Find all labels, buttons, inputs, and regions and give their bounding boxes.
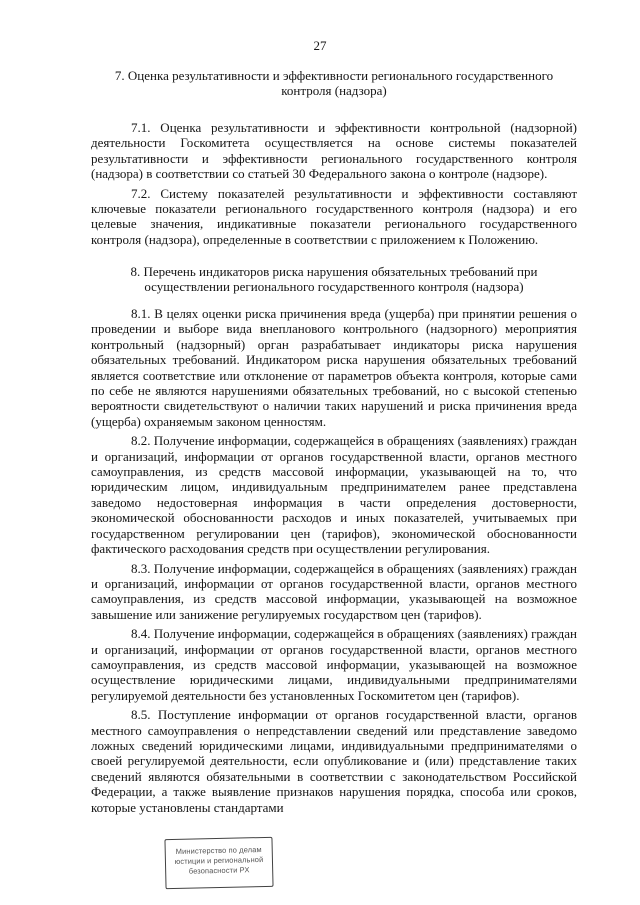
section-8-body (91, 306, 577, 815)
paragraph-8-1: 8.1. В целях оценки риска причинения вреда (ущерба) при принятии решения о проведении и выборе вида внепланового контрольного (надзорного) мероприятия контрольный (надзорный) орган разрабатывает индикаторы риска нарушения обязательных требований. Индикатором риска нарушения обязательных требований является соответствие или отклонение от параметров объекта контроля, которые сами по себе не являются нарушениями обязательных требований, но с высокой степенью вероятности свидетельствуют о наличии таких нарушений и риска причинения вреда (ущерба) охраняемым законом ценностям. (91, 306, 577, 429)
section-7-heading: 7. Оценка результативности и эффективности регионального государственного контроля (надзора) (114, 68, 554, 99)
paragraph-8-2: 8.2. Получение информации, содержащейся в обращениях (заявлениях) граждан и организаций, информации от органов государственной власти, органов местного самоуправления, из средств массовой информации, указывающей на то, что юридическим лицом, индивидуальным предпринимателем ранее представлена заведомо недостоверная информация в части определения достоверности, экономической обоснованности расходов и иных показателей, учитываемых при государственном регулировании цен (тарифов), экономической обоснованности фактического расходования средств при осуществлении регулирования. (91, 433, 577, 557)
stamp-line-2: юстиции и региональной (174, 854, 264, 867)
paragraph-8-5: 8.5. Поступление информации от органов государственной власти, органов местного самоуправления о непредставлении сведений или представление заведомо ложных сведений юридическими лицами, индивидуальными предпринимателями о своей регулируемой деятельности, если опубликование и (или) представление таких сведений являются обязательными в соответствии с законодательством Российской Федерации, а также выявление признаков нарушения порядка, способа или сроков, которые установлены стандартами (91, 707, 577, 815)
section-7 (91, 68, 577, 99)
page-number: 27 (313, 38, 327, 53)
paragraph-8-3: 8.3. Получение информации, содержащейся в обращениях (заявлениях) граждан и организаций, информации от органов государственной власти, органов местного самоуправления, из средств массовой информации, указывающей на возможное завышение или занижение регулируемых государством цен (тарифов). (91, 560, 577, 622)
paragraph-7-1: 7.1. Оценка результативности и эффективности контрольной (надзорной) деятельности Госкомитета осуществляется на основе системы показателей результативности и эффективности регионального государственного контроля (надзора) в соответствии со статьей 30 Федерального закона о контроле (надзоре). (91, 120, 577, 182)
paragraph-8-4: 8.4. Получение информации, содержащейся в обращениях (заявлениях) граждан и организаций, информации от органов государственной власти, органов местного самоуправления, из средств массовой информации, указывающей на возможное осуществление юридическими лицами, индивидуальными предпринимателями регулируемой деятельности без установленных Госкомитетом цен (тарифов). (91, 626, 577, 703)
section-8 (91, 264, 577, 295)
stamp-line-1: Министерство по делам (175, 845, 262, 856)
registration-stamp (164, 837, 273, 889)
stamp-line-3: безопасности РХ (188, 865, 250, 876)
paragraph-7-2: 7.2. Систему показателей результативности и эффективности составляют ключевые показатели регионального государственного контроля (надзора) и его целевые значения, индикативные показатели регионального государственного контроля (надзора), определенные в соответствии с приложением к Положению. (91, 185, 577, 247)
section-7-body (91, 120, 577, 251)
section-8-heading: 8. Перечень индикаторов риска нарушения обязательных требований при осуществлении регионального государственного контроля (надзора) (130, 264, 538, 295)
